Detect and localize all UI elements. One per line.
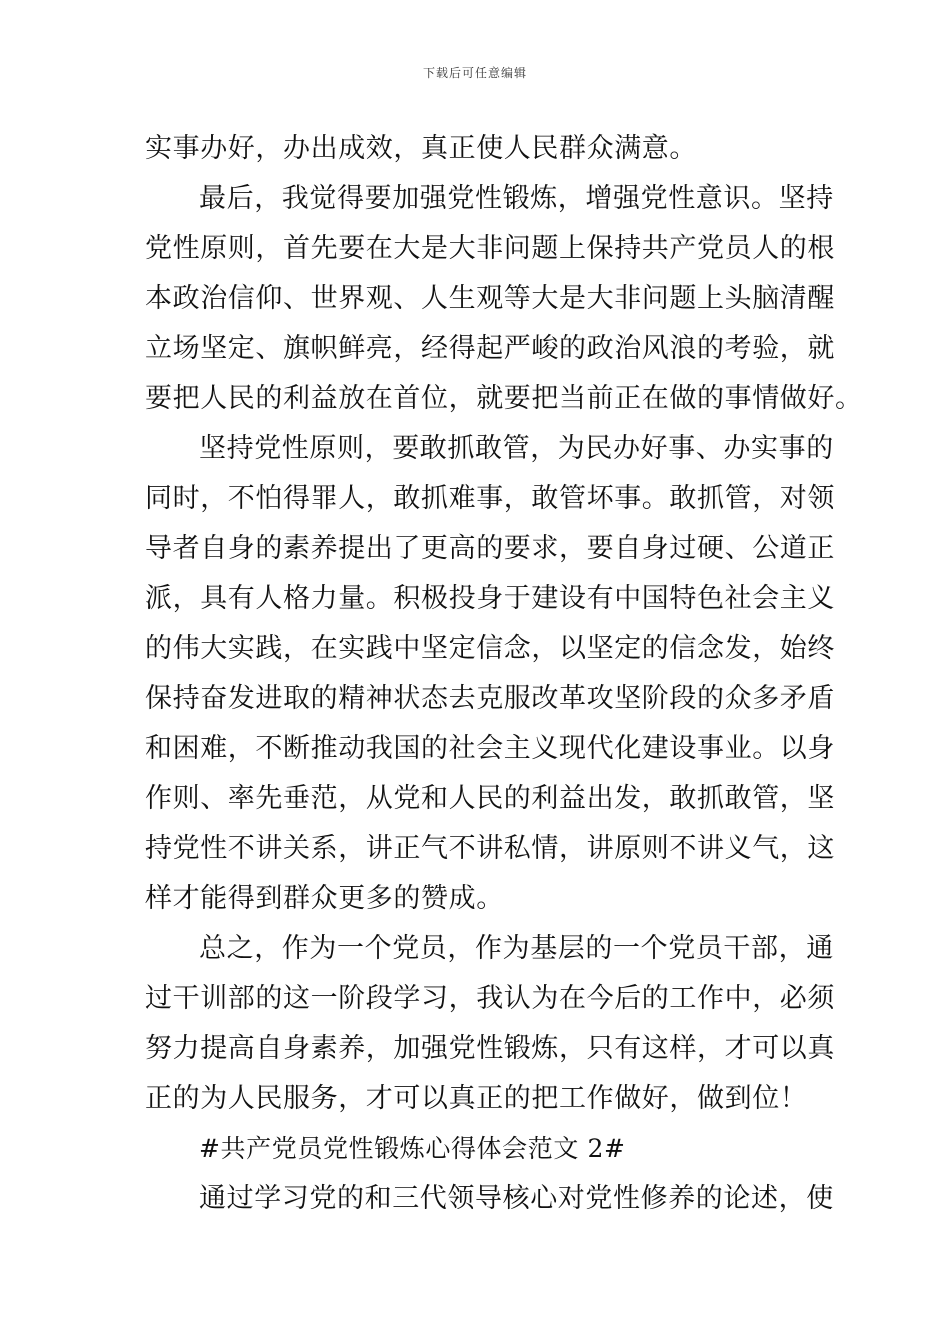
text-line: 通过学习党的和三代领导核心对党性修养的论述，使 bbox=[199, 1183, 834, 1214]
text-line: 过干训部的这一阶段学习，我认为在今后的工作中，必须 bbox=[145, 983, 835, 1014]
text-line: 保持奋发进取的精神状态去克服改革攻坚阶段的众多矛盾 bbox=[145, 683, 835, 714]
text-line: 和困难，不断推动我国的社会主义现代化建设事业。以身 bbox=[145, 733, 835, 764]
text-line: 坚持党性原则，要敢抓敢管，为民办好事、办实事的 bbox=[199, 433, 834, 464]
text-line: 要把人民的利益放在首位，就要把当前正在做的事情做好。 bbox=[145, 383, 863, 414]
text-line: 党性原则，首先要在大是大非问题上保持共产党员人的根 bbox=[145, 233, 835, 264]
text-line: 导者自身的素养提出了更高的要求，要自身过硬、公道正 bbox=[145, 533, 835, 564]
text-line: 同时，不怕得罪人，敢抓难事，敢管坏事。敢抓管，对领 bbox=[145, 483, 835, 514]
text-line: 立场坚定、旗帜鲜亮，经得起严峻的政治风浪的考验，就 bbox=[145, 333, 835, 364]
text-line: 实事办好，办出成效，真正使人民群众满意。 bbox=[145, 133, 697, 164]
section-heading: #共产党员党性锻炼心得体会范文 2# bbox=[199, 1134, 626, 1163]
page-header: 下载后可任意编辑 bbox=[422, 66, 527, 80]
text-line: 努力提高自身素养，加强党性锻炼，只有这样，才可以真 bbox=[145, 1033, 835, 1064]
text-line: 本政治信仰、世界观、人生观等大是大非问题上头脑清醒 bbox=[145, 283, 835, 314]
text-line: 持党性不讲关系，讲正气不讲私情，讲原则不讲义气，这 bbox=[145, 833, 835, 864]
text-line: 作则、率先垂范，从党和人民的利益出发，敢抓敢管，坚 bbox=[145, 783, 835, 814]
document-body bbox=[145, 124, 863, 1224]
text-line: 样才能得到群众更多的赞成。 bbox=[145, 883, 504, 914]
text-line: 总之，作为一个党员，作为基层的一个党员干部，通 bbox=[199, 933, 834, 964]
text-line: 派，具有人格力量。积极投身于建设有中国特色社会主义 bbox=[145, 583, 835, 614]
text-line: 最后，我觉得要加强党性锻炼，增强党性意识。坚持 bbox=[199, 183, 834, 214]
text-line: 的伟大实践，在实践中坚定信念，以坚定的信念发，始终 bbox=[145, 633, 835, 664]
text-line: 正的为人民服务，才可以真正的把工作做好，做到位！ bbox=[145, 1083, 808, 1114]
